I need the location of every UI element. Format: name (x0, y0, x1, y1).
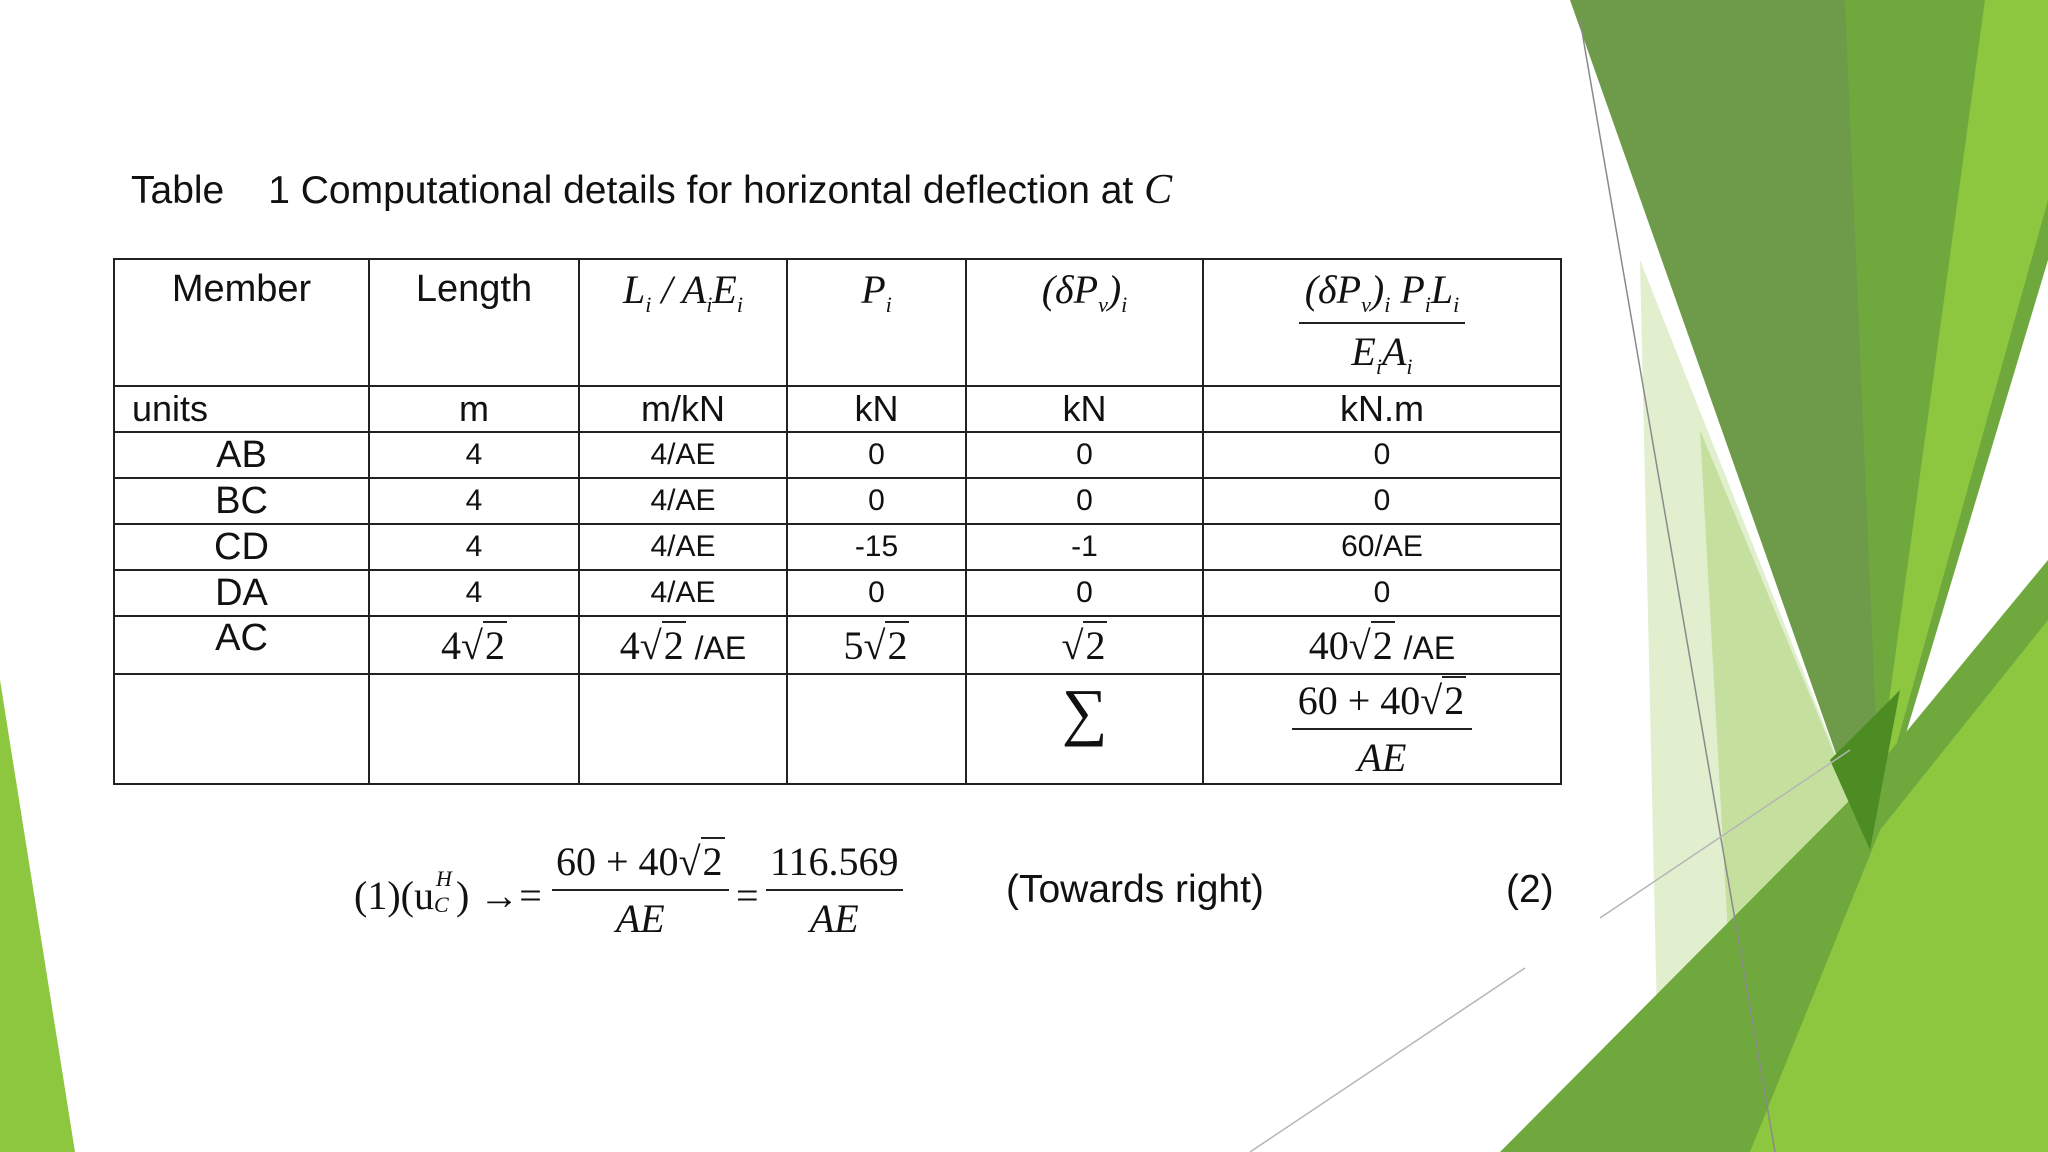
table-row (114, 478, 1561, 524)
deflection-equation (354, 838, 1554, 948)
flex-cell: 4√2 /AE (579, 616, 787, 674)
caption-variable: C (1144, 167, 1173, 213)
sum-value-cell (1203, 674, 1561, 784)
green-facet (0, 680, 75, 1152)
radical-expression: 40√2 (1308, 622, 1393, 668)
product-cell: 60/AE (1203, 524, 1561, 570)
sum-row (114, 674, 1561, 784)
caption-label: Table (131, 169, 225, 212)
length-cell (369, 616, 579, 674)
length-cell: 4 (369, 524, 579, 570)
virtual-cell (966, 616, 1203, 674)
empty-cell (369, 674, 579, 784)
table-row (114, 524, 1561, 570)
equation-fraction-1: $\frac{60 + 40√2}{AE}$ (552, 838, 729, 942)
radical-expression: 5√2 (843, 622, 908, 668)
flex-cell: 4/AE (579, 570, 787, 616)
virtual-cell: 0 (966, 570, 1203, 616)
length-cell: 4 (369, 570, 579, 616)
member-cell: BC (114, 478, 369, 524)
caption-text: 1 Computational details for horizontal deflection at (268, 169, 1134, 212)
member-cell: AB (114, 432, 369, 478)
member-cell: CD (114, 524, 369, 570)
direction-note: (Towards right) (1006, 868, 1264, 911)
header-force (787, 259, 966, 386)
flex-cell: 4/AE (579, 478, 787, 524)
member-cell: DA (114, 570, 369, 616)
force-cell: -15 (787, 524, 966, 570)
force-cell: 0 (787, 478, 966, 524)
empty-cell (579, 674, 787, 784)
virtual-cell: -1 (966, 524, 1203, 570)
units-row (114, 386, 1561, 432)
flex-cell: 4/AE (579, 432, 787, 478)
force-cell: 0 (787, 432, 966, 478)
product-formula: $\frac{(\delta P_v)_i P_iL_i}{E_iA_i}$ (1299, 266, 1466, 380)
header-row (114, 259, 1561, 386)
radical-expression: 4√2 (619, 622, 684, 668)
unit-virtual: kN (966, 386, 1203, 432)
table-caption (131, 166, 1172, 214)
header-member: Member (114, 259, 369, 386)
sum-fraction: $\frac{60 + 40√2}{AE}$ (1292, 677, 1473, 781)
empty-cell (114, 674, 369, 784)
flex-formula: $L_i / A_iE_i$ (623, 267, 743, 317)
length-cell: 4 (369, 432, 579, 478)
equation-lhs: (1)(u H C ) →= (354, 866, 542, 918)
radical-expression: 4√2 (441, 622, 505, 668)
virtual-cell: 0 (966, 478, 1203, 524)
table-row-ac (114, 616, 1561, 674)
unit-flex: m/kN (579, 386, 787, 432)
radical-expression: √2 (1061, 622, 1106, 668)
sigma-symbol: ∑ (1061, 676, 1108, 747)
product-cell: 0 (1203, 570, 1561, 616)
virtual-force-formula: $(\delta P_v)_i$ (1041, 267, 1128, 317)
length-cell: 4 (369, 478, 579, 524)
unit-product: kN.m (1203, 386, 1561, 432)
force-cell: 0 (787, 570, 966, 616)
thin-line (1250, 968, 1525, 1152)
computation-table (113, 258, 1562, 785)
equals-sign: = (736, 873, 759, 918)
empty-cell (787, 674, 966, 784)
table-row (114, 432, 1561, 478)
member-cell: AC (114, 616, 369, 674)
product-cell: 0 (1203, 432, 1561, 478)
units-label: units (114, 386, 369, 432)
virtual-cell: 0 (966, 432, 1203, 478)
force-formula: $P_i$ (861, 267, 892, 317)
product-cell: 40√2 /AE (1203, 616, 1561, 674)
table-row (114, 570, 1561, 616)
header-flexibility (579, 259, 787, 386)
product-cell: 0 (1203, 478, 1561, 524)
sum-symbol-cell (966, 674, 1203, 784)
flex-cell: 4/AE (579, 524, 787, 570)
unit-length: m (369, 386, 579, 432)
unit-force: kN (787, 386, 966, 432)
header-virtual-force (966, 259, 1203, 386)
force-cell (787, 616, 966, 674)
header-length: Length (369, 259, 579, 386)
equation-number: (2) (1506, 868, 1554, 911)
header-product (1203, 259, 1561, 386)
equation-fraction-2: $\frac{116.569}{AE}$ (766, 838, 903, 942)
